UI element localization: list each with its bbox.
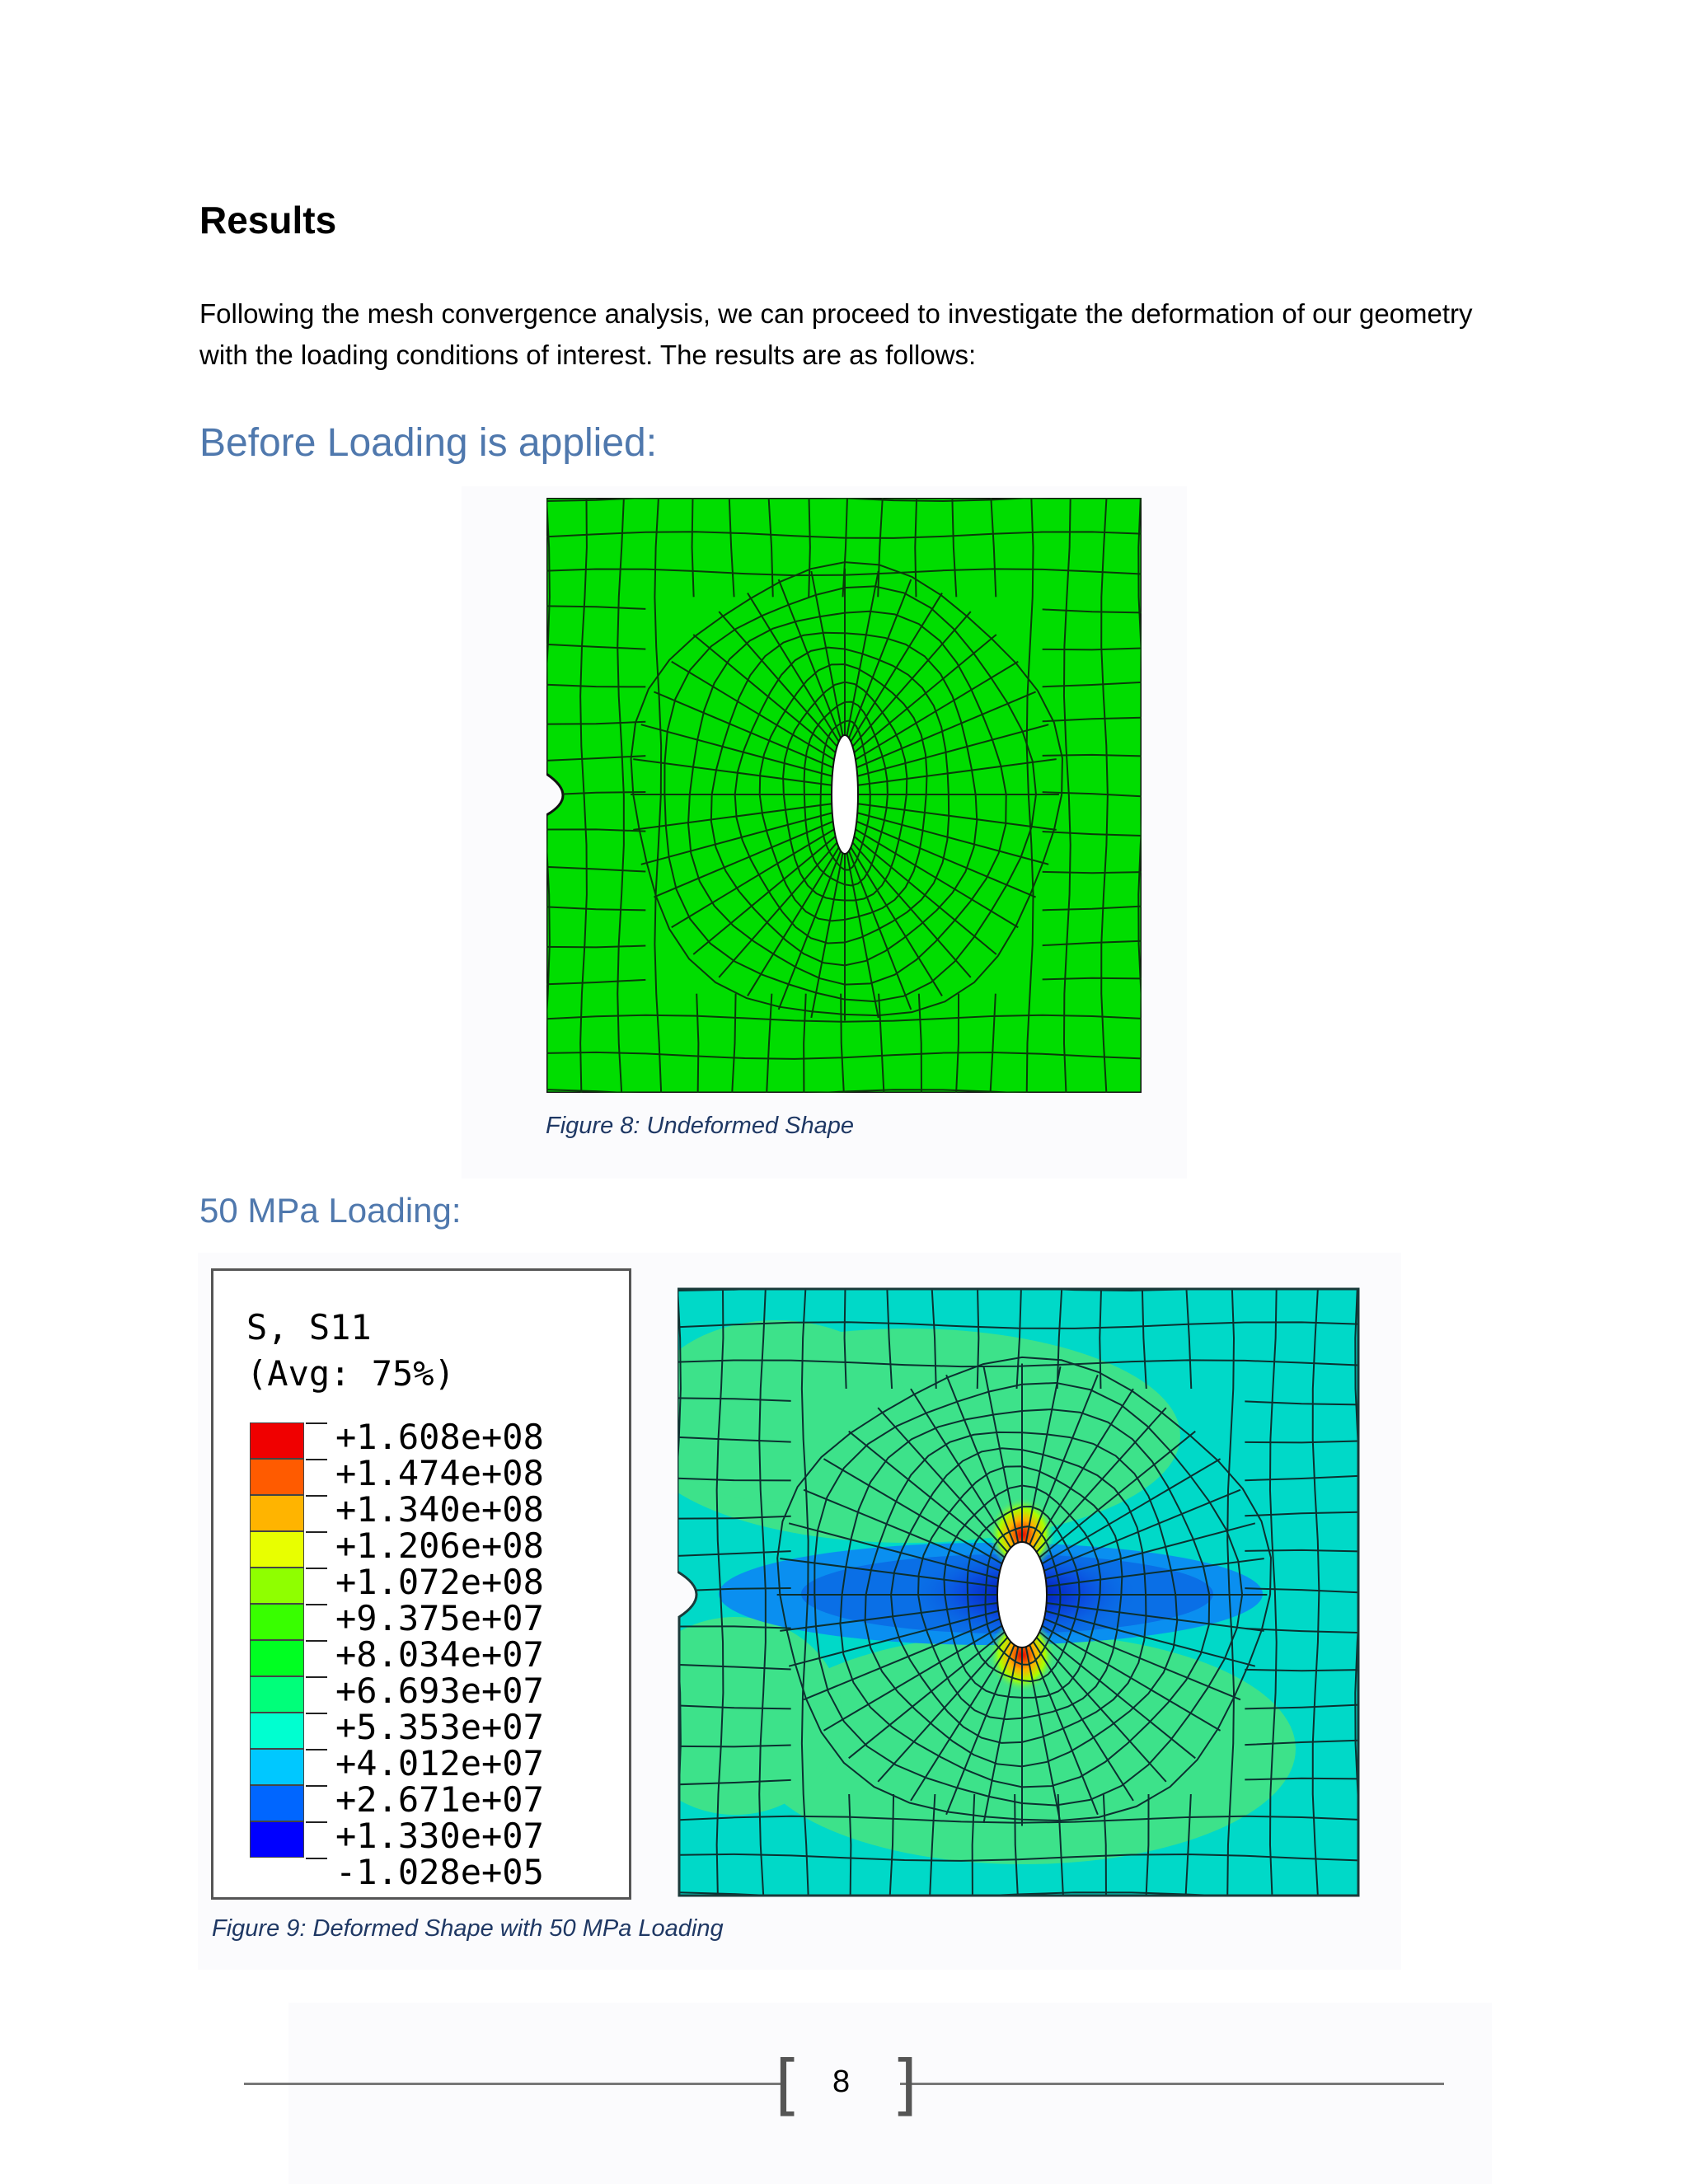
section-title: Results — [199, 199, 337, 241]
legend-tick — [306, 1640, 327, 1642]
legend-swatch — [250, 1676, 304, 1713]
footer-bracket-left: [ — [775, 2046, 801, 2123]
legend-label: +1.330e+07 — [335, 1816, 544, 1856]
legend-label: +8.034e+07 — [335, 1634, 544, 1675]
legend-tick — [306, 1858, 327, 1859]
legend-label: -1.028e+05 — [335, 1852, 544, 1892]
legend-color-scale — [250, 1422, 304, 1858]
legend-label: +2.671e+07 — [335, 1779, 544, 1820]
legend-tick — [306, 1531, 327, 1533]
legend-tick — [306, 1676, 327, 1678]
legend-label: +1.608e+08 — [335, 1417, 544, 1457]
deformed-mesh-figure — [678, 1287, 1363, 1900]
legend-label: +4.012e+07 — [335, 1743, 544, 1783]
page-number: 8 — [832, 2064, 851, 2099]
legend-swatch — [250, 1459, 304, 1495]
legend-label: +9.375e+07 — [335, 1598, 544, 1638]
legend-label: +1.474e+08 — [335, 1453, 544, 1493]
legend-tick — [306, 1422, 327, 1424]
subsection-before-loading: Before Loading is applied: — [199, 421, 658, 465]
legend-swatch — [250, 1495, 304, 1531]
legend-tick — [306, 1785, 327, 1787]
legend-tick — [306, 1459, 327, 1460]
intro-paragraph: Following the mesh convergence analysis, we can proceed to investigate the deformation of our geometry with the loading conditions of interest. The results are as follows: — [199, 298, 1473, 370]
legend-swatch — [250, 1531, 304, 1568]
figure8-caption: Figure 8: Undeformed Shape — [546, 1113, 854, 1139]
legend-swatch — [250, 1785, 304, 1821]
legend-subtitle: (Avg: 75%) — [246, 1353, 455, 1394]
legend-label: +5.353e+07 — [335, 1707, 544, 1747]
legend-tick — [306, 1821, 327, 1823]
legend-swatch — [250, 1604, 304, 1640]
undeformed-mesh-figure — [546, 498, 1142, 1093]
legend-tick — [306, 1495, 327, 1497]
legend-swatch — [250, 1640, 304, 1676]
legend-label: +6.693e+07 — [335, 1671, 544, 1711]
legend-label: +1.072e+08 — [335, 1562, 544, 1602]
legend-swatch — [250, 1568, 304, 1604]
figure9-caption: Figure 9: Deformed Shape with 50 MPa Loading — [212, 1915, 724, 1942]
legend-swatch — [250, 1713, 304, 1749]
legend-tick — [306, 1568, 327, 1569]
footer-background — [288, 2003, 1492, 2184]
subsection-50mpa-loading: 50 MPa Loading: — [199, 1191, 462, 1230]
legend-tick — [306, 1749, 327, 1750]
legend-title: S, S11 — [246, 1307, 372, 1347]
legend-swatch — [250, 1749, 304, 1785]
legend-swatch — [250, 1422, 304, 1459]
stress-legend — [211, 1268, 631, 1900]
legend-label: +1.340e+08 — [335, 1489, 544, 1530]
footer-rule-left — [244, 2083, 786, 2085]
legend-label: +1.206e+08 — [335, 1526, 544, 1566]
legend-tick — [306, 1604, 327, 1605]
legend-tick — [306, 1713, 327, 1714]
legend-swatch — [250, 1821, 304, 1858]
footer-rule-right — [900, 2083, 1444, 2085]
footer-bracket-right: ] — [892, 2046, 918, 2123]
